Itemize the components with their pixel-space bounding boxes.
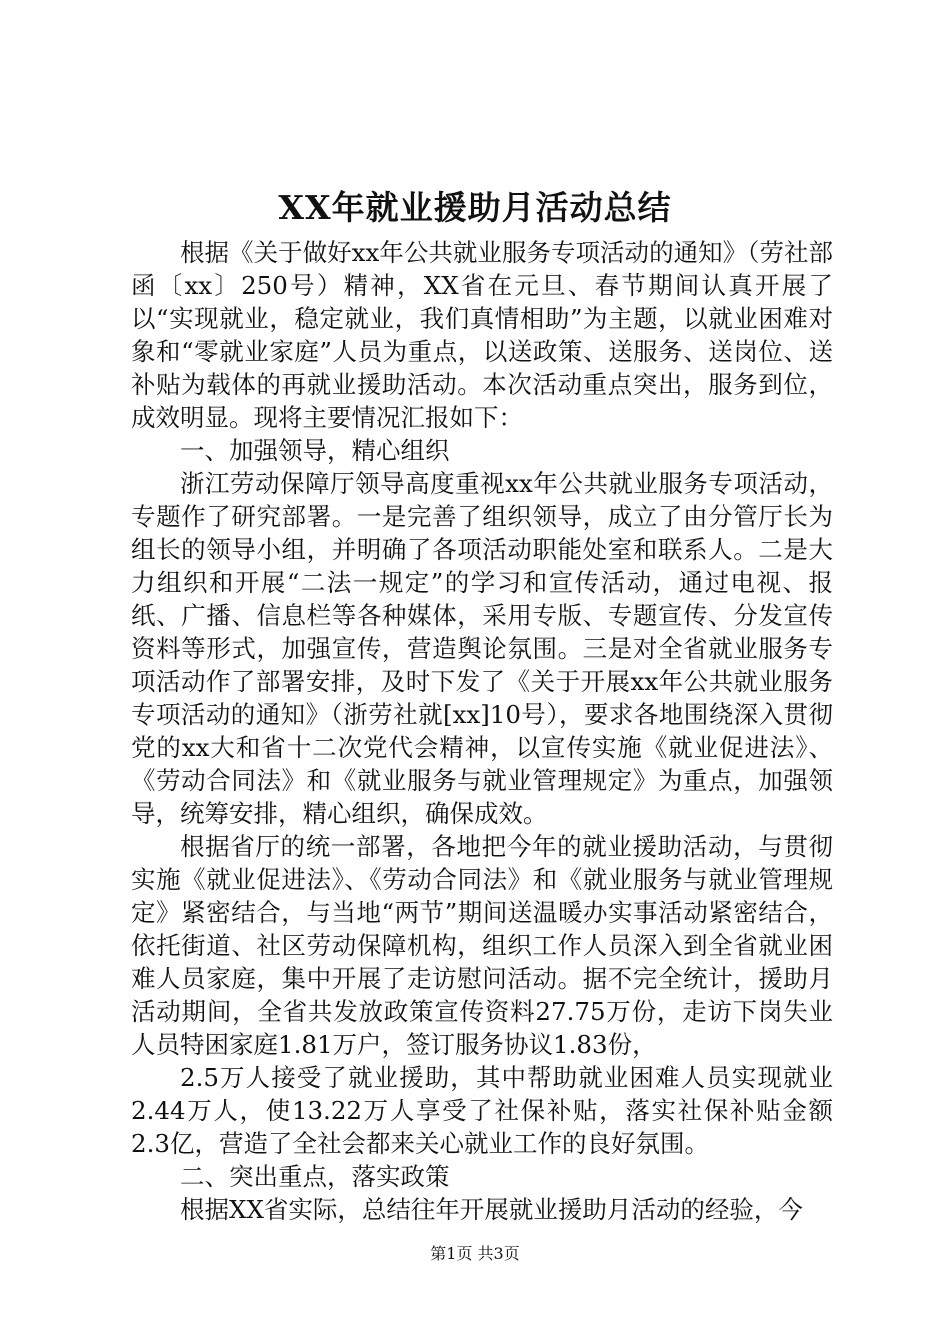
document-title: XX年就业援助月活动总结 bbox=[278, 188, 672, 227]
page-number: 第1页 共3页 bbox=[430, 1244, 520, 1263]
document-body bbox=[131, 236, 833, 1226]
paragraph-results: 2.5万人接受了就业援助，其中帮助就业困难人员实现就业2.44万人，使13.22万人享受了社保补贴，落实社保补贴金额2.3亿，营造了全社会都来关心就业工作的良好氛围。 bbox=[131, 1063, 833, 1158]
section-heading-2: 二、突出重点，落实政策 bbox=[180, 1162, 450, 1191]
paragraph-policy: 根据XX省实际，总结往年开展就业援助月活动的经验，今 bbox=[180, 1195, 803, 1224]
paragraph-leadership: 浙江劳动保障厅领导高度重视xx年公共就业服务专项活动，专题作了研究部署。一是完善了组织领导，成立了由分管厅长为组长的领导小组，并明确了各项活动职能处室和联系人。二是大力组织和开展“二法一规定”的学习和宣传活动，通过电视、报纸、广播、信息栏等各种媒体，采用专版、专题宣传、分发宣传资料等形式，加强宣传，营造舆论氛围。三是对全省就业服务专项活动作了部署安排，及时下发了《关于开展xx年公共就业服务专项活动的通知》（浙劳社就[xx]10号），要求各地围绕深入贯彻党的xx大和省十二次党代会精神，以宣传实施《就业促进法》、《劳动合同法》和《就业服务与就业管理规定》为重点，加强领导，统筹安排，精心组织，确保成效。 bbox=[131, 469, 833, 828]
paragraph-deployment: 根据省厅的统一部署，各地把今年的就业援助活动，与贯彻实施《就业促进法》、《劳动合同法》和《就业服务与就业管理规定》紧密结合，与当地“两节”期间送温暖办实事活动紧密结合，依托街道、社区劳动保障机构，组织工作人员深入到全省就业困难人员家庭，集中开展了走访慰问活动。据不完全统计，援助月活动期间，全省共发放政策宣传资料27.75万份，走访下岗失业人员特困家庭1.81万户，签订服务协议1.83份， bbox=[131, 832, 833, 1059]
section-heading-1: 一、加强领导，精心组织 bbox=[180, 436, 450, 465]
paragraph-intro: 根据《关于做好xx年公共就业服务专项活动的通知》（劳社部函〔xx〕250号）精神，XX省在元旦、春节期间认真开展了以“实现就业，稳定就业，我们真情相助”为主题，以就业困难对象和“零就业家庭”人员为重点，以送政策、送服务、送岗位、送补贴为载体的再就业援助活动。本次活动重点突出，服务到位，成效明显。现将主要情况汇报如下： bbox=[131, 238, 833, 432]
